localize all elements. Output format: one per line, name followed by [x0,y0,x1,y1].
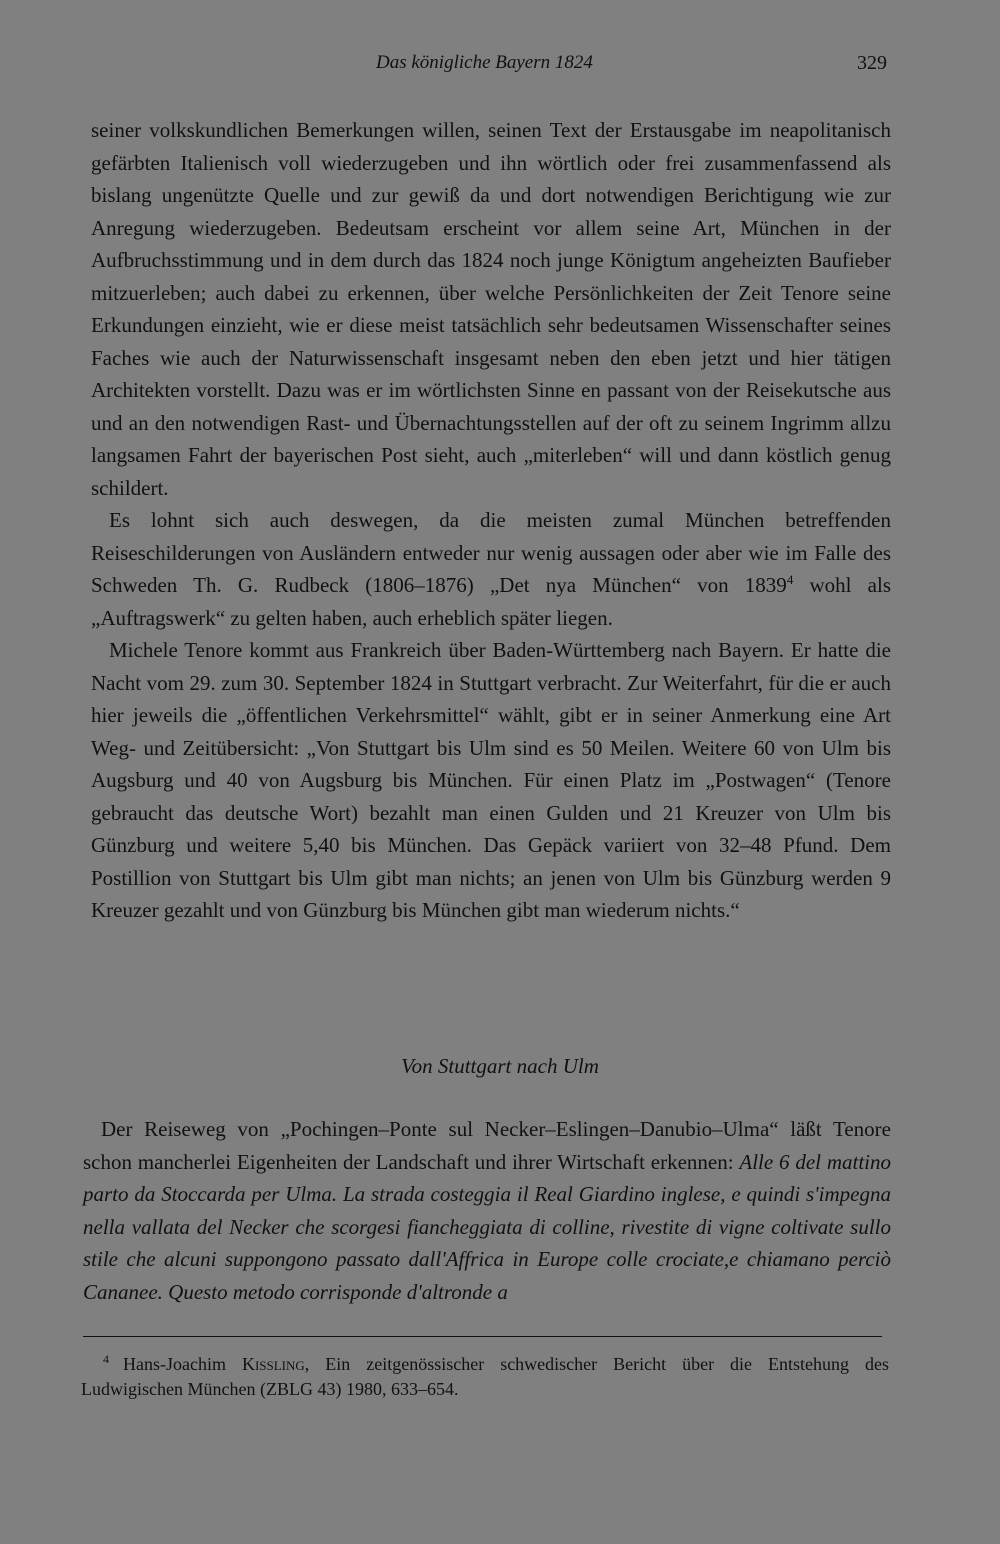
footnote-author-last: Kissling [241,1354,305,1374]
page-number: 329 [857,52,887,74]
paragraph-1: seiner volkskundlichen Bemerkungen willen, seinen Text der Erstausgabe im neapolitanisch gefärbten Italienisch voll wiederzugeben und ihn wörtlich oder frei zusammenfassend als bislang ungenützte Quelle und zur gewiß da und dort notwendigen Berichtigung wie zur Anregung wiederzugeben. Bedeutsam erscheint vor allem seine Art, München in der Aufbruchsstimmung und in dem durch das 1824 noch junge Königtum angeheizten Baufieber mitzuerleben; auch dabei zu erkennen, über welche Persönlichkeiten der Zeit Tenore seine Erkundungen einzieht, wie er diese meist tatsächlich sehr bedeutsamen Wissenschafter seines Faches wie auch der Naturwissenschaft insgesamt neben den eben jetzt und hier tätigen Architekten vorstellt. Dazu was er im wörtlichsten Sinne en passant von der Reisekutsche aus und an den notwendigen Rast- und Übernachtungsstellen auf der oft zu seinem Ingrimm allzu langsamen Fahrt der bayerischen Post sieht, auch „miterleben“ will und dann köstlich genug schildert. [91,118,891,500]
footnote [81,1352,889,1402]
footnote-author-first: Hans-Joachim [123,1354,242,1374]
paragraph-3: Michele Tenore kommt aus Frankreich über Baden-Württemberg nach Bayern. Er hatte die Nacht vom 29. zum 30. September 1824 in Stuttgart verbracht. Zur Weiterfahrt, für die er auch hier jeweils die „öffentlichen Verkehrsmittel“ wählt, gibt er in seiner Anmerkung eine Art Weg- und Zeitübersicht: „Von Stuttgart bis Ulm sind es 50 Meilen. Weitere 60 von Ulm bis Augsburg und 40 von Augsburg bis München. Für einen Platz im „Postwagen“ (Tenore gebraucht das deutsche Wort) bezahlt man einen Gulden und 21 Kreuzer von Ulm bis Günzburg und weitere 5,40 bis München. Das Gepäck variiert von 32–48 Pfund. Dem Postillion von Stuttgart bis Ulm gibt man nichts; an jenen von Ulm bis Günzburg werden 9 Kreuzer gezahlt und von Günzburg bis München gibt man wiederum nichts.“ [91,638,891,922]
footnote-text [81,1352,889,1402]
footnote-reference: 4 [786,572,794,587]
page-header [0,50,1000,80]
paragraph-2-text-end: wohl als „Auftragswerk“ zu gelten haben, auch erheblich später liegen. [91,573,892,630]
running-title: Das königliche Bayern 1824 [376,52,593,73]
section-paragraph [83,1113,891,1308]
body-text [91,114,891,927]
section-paragraph-roman: Der Reiseweg von „Pochingen–Ponte sul Necker–Eslingen–Danubio–Ulma“ läßt Tenore schon mancherlei Eigenheiten der Landschaft und ihrer Wirtschaft erkennen: [83,1117,891,1174]
footnote-divider [83,1336,882,1337]
footnote-citation: , Ein zeitgenössischer schwedischer Bericht über die Entstehung des Ludwigischen München (ZBLG 43) 1980, 633–654. [81,1354,889,1399]
paragraph-2 [91,504,891,634]
footnote-mark: 4 [103,1352,109,1366]
paragraph-2-text: Es lohnt sich auch deswegen, da die meisten zumal München betreffenden Reiseschilderungen von Ausländern entweder nur wenig aussagen oder aber wie im Falle des Schweden Th. G. Rudbeck (1806–1876) „Det nya München“ von 1839 [91,508,891,597]
section-body [83,1113,891,1308]
section-heading: Von Stuttgart nach Ulm [401,1054,599,1078]
section-paragraph-italic-quote: Alle 6 del mattino parto da Stoccarda per Ulma. La strada costeggia il Real Giardino inglese, e quindi s'impegna nella vallata del Necker che scorgesi fiancheggiata di colline, rivestite di vigne coltivate sullo stile che alcuni suppongono passato dall'Affrica in Europe colle crociate,e chiamano perciò Cananee. Questo metodo corrisponde d'altronde a [83,1149,891,1304]
